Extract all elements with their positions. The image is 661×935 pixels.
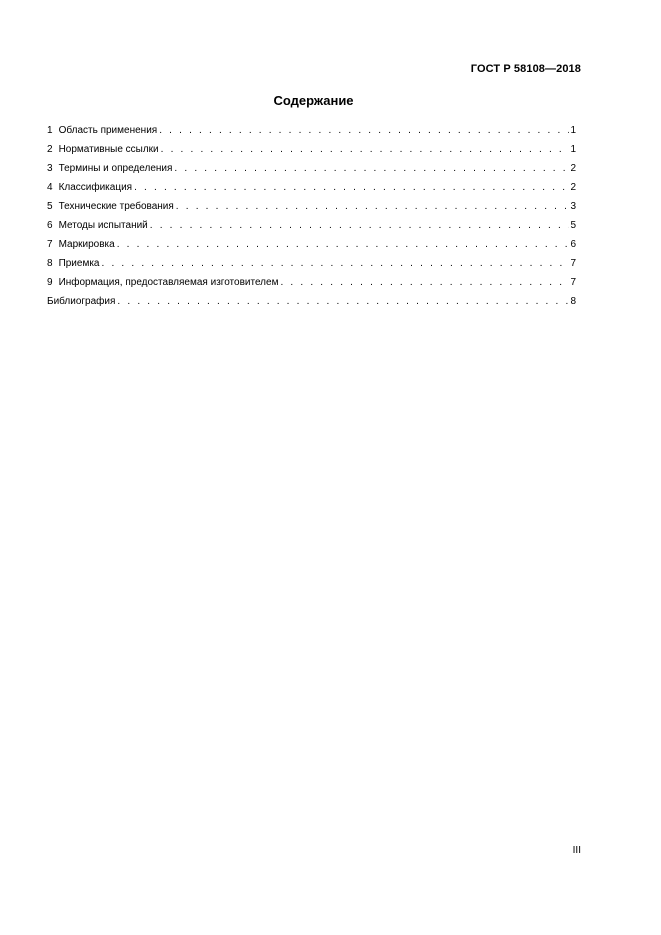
toc-entry-label: Приемка xyxy=(58,258,100,269)
toc-leader-dots xyxy=(176,197,570,216)
toc-leader-dots xyxy=(280,273,569,292)
toc-entry-number: 3 xyxy=(47,163,53,174)
toc-entry-label: Методы испытаний xyxy=(58,220,148,231)
toc-entry-label: Термины и определения xyxy=(58,163,173,174)
toc-leader-dots xyxy=(150,216,570,235)
toc-entry-number: 9 xyxy=(47,277,53,288)
toc-entry-technical-requirements[interactable] xyxy=(47,197,576,216)
toc-entry-classification[interactable] xyxy=(47,178,576,197)
toc-entry-number: 4 xyxy=(47,182,53,193)
toc-entry-label: Информация, предоставляемая изготовителем xyxy=(58,277,279,288)
toc-entry-number: 2 xyxy=(47,144,53,155)
toc-entry-page: 8 xyxy=(570,296,576,307)
toc-entry-terms[interactable] xyxy=(47,159,576,178)
table-of-contents xyxy=(47,121,576,311)
toc-entry-number: 5 xyxy=(47,201,53,212)
toc-title: Содержание xyxy=(273,93,354,108)
toc-entry-number: 8 xyxy=(47,258,53,269)
toc-entry-manufacturer-info[interactable] xyxy=(47,273,576,292)
document-code: ГОСТ Р 58108—2018 xyxy=(470,63,581,75)
toc-entry-normative-references[interactable] xyxy=(47,140,576,159)
page-number: III xyxy=(572,845,581,856)
toc-entry-acceptance[interactable] xyxy=(47,254,576,273)
toc-entry-label: Область применения xyxy=(58,125,158,136)
toc-entry-scope[interactable] xyxy=(47,121,576,140)
toc-leader-dots xyxy=(134,178,569,197)
toc-leader-dots xyxy=(159,121,569,140)
toc-entry-marking[interactable] xyxy=(47,235,576,254)
toc-entry-page: 2 xyxy=(570,163,576,174)
toc-entry-page: 1 xyxy=(570,125,576,136)
toc-entry-number: 7 xyxy=(47,239,53,250)
toc-entry-page: 3 xyxy=(570,201,576,212)
toc-leader-dots xyxy=(174,159,569,178)
toc-entry-page: 6 xyxy=(570,239,576,250)
toc-entry-bibliography[interactable] xyxy=(47,292,576,311)
toc-entry-label: Нормативные ссылки xyxy=(58,144,159,155)
toc-entry-label: Технические требования xyxy=(58,201,174,212)
toc-entry-page: 1 xyxy=(570,144,576,155)
toc-entry-page: 2 xyxy=(570,182,576,193)
toc-entry-label: Маркировка xyxy=(58,239,115,250)
toc-entry-page: 7 xyxy=(570,277,576,288)
toc-leader-dots xyxy=(102,254,570,273)
toc-entry-label: Библиография xyxy=(47,296,116,307)
toc-entry-label: Классификация xyxy=(58,182,133,193)
toc-entry-test-methods[interactable] xyxy=(47,216,576,235)
toc-entry-page: 7 xyxy=(570,258,576,269)
toc-entry-number: 1 xyxy=(47,125,53,136)
toc-leader-dots xyxy=(117,292,569,311)
toc-entry-page: 5 xyxy=(570,220,576,231)
toc-leader-dots xyxy=(161,140,570,159)
toc-entry-number: 6 xyxy=(47,220,53,231)
toc-leader-dots xyxy=(117,235,570,254)
